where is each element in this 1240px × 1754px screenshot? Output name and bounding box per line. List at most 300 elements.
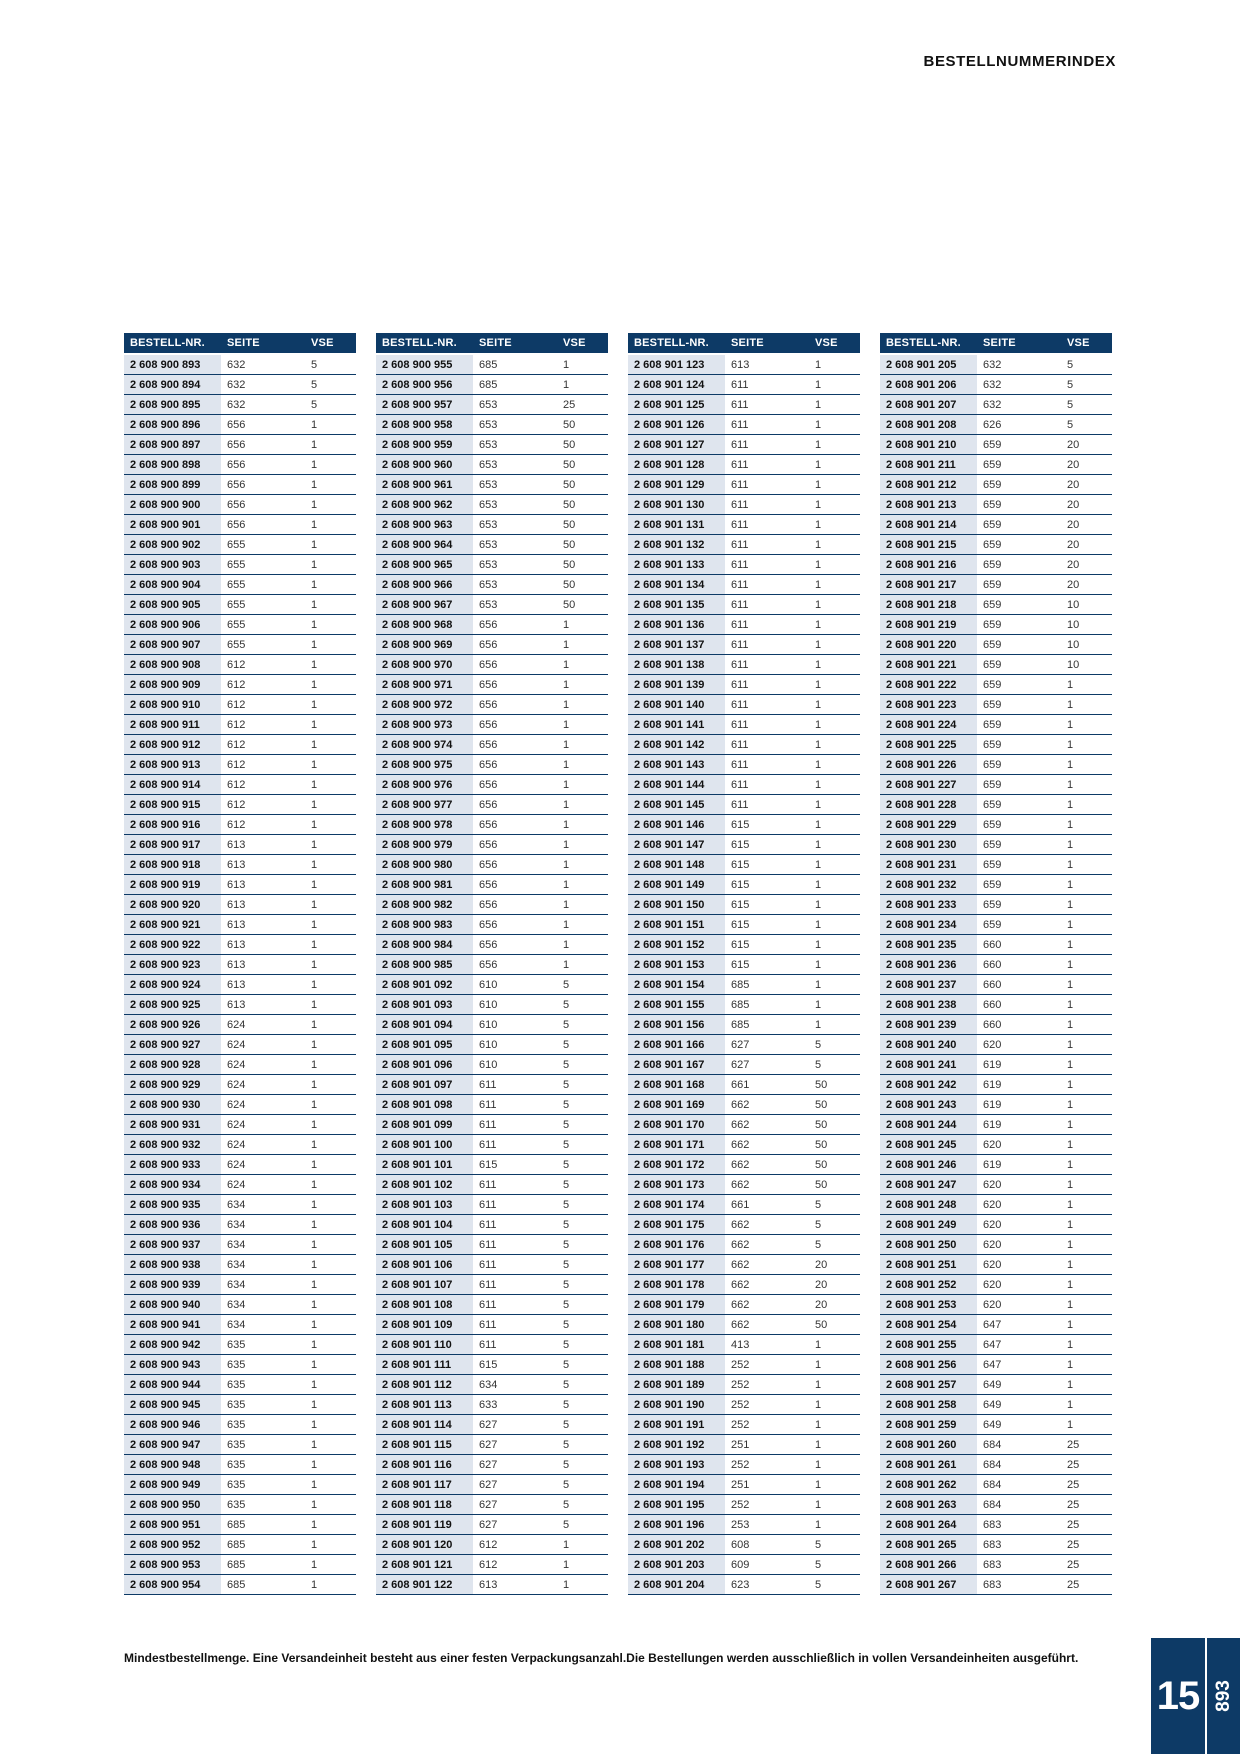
- order-number: 2 608 901 134: [628, 575, 725, 595]
- pack-unit: 5: [557, 1175, 608, 1195]
- page-title: BESTELLNUMMERINDEX: [923, 53, 1116, 70]
- order-number: 2 608 901 100: [376, 1135, 473, 1155]
- table-row: [124, 995, 356, 1015]
- pack-unit: 1: [305, 915, 356, 935]
- table-row: [628, 835, 860, 855]
- order-number: 2 608 901 098: [376, 1095, 473, 1115]
- table-row: [376, 375, 608, 395]
- pack-unit: 1: [305, 715, 356, 735]
- table-row: [376, 1415, 608, 1435]
- pack-unit: 5: [557, 1215, 608, 1235]
- pack-unit: 1: [809, 435, 860, 455]
- order-number: 2 608 900 962: [376, 495, 473, 515]
- order-number: 2 608 900 907: [124, 635, 221, 655]
- table-row: [124, 795, 356, 815]
- pack-unit: 50: [557, 595, 608, 615]
- page-ref: 252: [725, 1415, 809, 1435]
- pack-unit: 50: [557, 515, 608, 535]
- page-ref: 611: [725, 575, 809, 595]
- table-row: [628, 1395, 860, 1415]
- table-row: [880, 835, 1112, 855]
- table-row: [124, 835, 356, 855]
- table-row: [880, 435, 1112, 455]
- order-number: 2 608 901 127: [628, 435, 725, 455]
- order-number: 2 608 901 166: [628, 1035, 725, 1055]
- page-ref: 659: [977, 595, 1061, 615]
- table-row: [880, 875, 1112, 895]
- order-number: 2 608 900 923: [124, 955, 221, 975]
- page-ref: 653: [473, 555, 557, 575]
- pack-unit: 1: [809, 795, 860, 815]
- order-number: 2 608 900 911: [124, 715, 221, 735]
- table-row: [376, 1355, 608, 1375]
- page-ref: 683: [977, 1515, 1061, 1535]
- page-ref: 633: [473, 1395, 557, 1415]
- pack-unit: 1: [1061, 1035, 1112, 1055]
- table-row: [880, 1475, 1112, 1495]
- order-number: 2 608 901 219: [880, 615, 977, 635]
- table-row: [880, 695, 1112, 715]
- order-number: 2 608 900 918: [124, 855, 221, 875]
- table-row: [628, 1315, 860, 1335]
- order-number: 2 608 901 206: [880, 375, 977, 395]
- header-bestell-nr: BESTELL-NR.: [880, 333, 977, 353]
- page-ref: 635: [221, 1395, 305, 1415]
- page-ref: 611: [473, 1335, 557, 1355]
- table-row: [880, 1435, 1112, 1455]
- page-ref: 615: [725, 935, 809, 955]
- pack-unit: 1: [305, 575, 356, 595]
- pack-unit: 1: [305, 1455, 356, 1475]
- order-number: 2 608 901 099: [376, 1115, 473, 1135]
- pack-unit: 1: [305, 435, 356, 455]
- page-ref: 656: [473, 855, 557, 875]
- pack-unit: 25: [1061, 1515, 1112, 1535]
- table-row: [376, 995, 608, 1015]
- pack-unit: 1: [305, 1475, 356, 1495]
- page-ref: 619: [977, 1075, 1061, 1095]
- pack-unit: 20: [1061, 435, 1112, 455]
- page-ref: 659: [977, 795, 1061, 815]
- order-number: 2 608 901 210: [880, 435, 977, 455]
- table-row: [880, 1375, 1112, 1395]
- pack-unit: 5: [557, 1495, 608, 1515]
- page-ref: 659: [977, 775, 1061, 795]
- pack-unit: 1: [305, 1075, 356, 1095]
- page-ref: 613: [221, 835, 305, 855]
- page-ref: 660: [977, 935, 1061, 955]
- table-row: [124, 755, 356, 775]
- page-ref: 611: [725, 455, 809, 475]
- page-ref: 624: [221, 1175, 305, 1195]
- table-row: [628, 1115, 860, 1135]
- order-number: 2 608 901 176: [628, 1235, 725, 1255]
- pack-unit: 1: [1061, 735, 1112, 755]
- table-row: [376, 1455, 608, 1475]
- pack-unit: 1: [1061, 975, 1112, 995]
- order-number: 2 608 901 106: [376, 1255, 473, 1275]
- order-number: 2 608 901 240: [880, 1035, 977, 1055]
- pack-unit: 5: [809, 1535, 860, 1555]
- page-ref: 661: [725, 1195, 809, 1215]
- table-row: [880, 1415, 1112, 1435]
- page-ref: 611: [473, 1195, 557, 1215]
- table-row: [880, 595, 1112, 615]
- table-row: [376, 555, 608, 575]
- table-row: [376, 1035, 608, 1055]
- page-ref: 659: [977, 835, 1061, 855]
- order-number: 2 608 900 924: [124, 975, 221, 995]
- page-ref: 662: [725, 1215, 809, 1235]
- order-number: 2 608 901 239: [880, 1015, 977, 1035]
- pack-unit: 1: [809, 635, 860, 655]
- order-number: 2 608 901 257: [880, 1375, 977, 1395]
- order-number: 2 608 901 119: [376, 1515, 473, 1535]
- order-number: 2 608 900 946: [124, 1415, 221, 1435]
- table-row: [376, 475, 608, 495]
- order-number: 2 608 900 904: [124, 575, 221, 595]
- page-ref: 655: [221, 595, 305, 615]
- table-row: [628, 1515, 860, 1535]
- table-row: [124, 875, 356, 895]
- table-row: [880, 1235, 1112, 1255]
- page-ref: 615: [725, 955, 809, 975]
- page-ref: 647: [977, 1315, 1061, 1335]
- table-row: [628, 1415, 860, 1435]
- table-row: [628, 1235, 860, 1255]
- table-row: [376, 1295, 608, 1315]
- order-number: 2 608 900 933: [124, 1155, 221, 1175]
- table-row: [880, 1095, 1112, 1115]
- table-row: [376, 535, 608, 555]
- order-number: 2 608 901 147: [628, 835, 725, 855]
- table-row: [628, 595, 860, 615]
- page-ref: 611: [473, 1295, 557, 1315]
- index-table: [124, 333, 356, 1595]
- table-row: [376, 1335, 608, 1355]
- pack-unit: 5: [557, 1255, 608, 1275]
- table-row: [124, 735, 356, 755]
- pack-unit: 1: [305, 935, 356, 955]
- table-row: [628, 995, 860, 1015]
- order-number: 2 608 901 125: [628, 395, 725, 415]
- pack-unit: 1: [809, 575, 860, 595]
- table-row: [376, 935, 608, 955]
- pack-unit: 10: [1061, 595, 1112, 615]
- page-ref: 659: [977, 855, 1061, 875]
- page-ref: 653: [473, 515, 557, 535]
- page-ref: 656: [221, 495, 305, 515]
- table-row: [628, 715, 860, 735]
- table-row: [628, 1575, 860, 1595]
- table-row: [376, 1175, 608, 1195]
- order-number: 2 608 900 952: [124, 1535, 221, 1555]
- pack-unit: 1: [1061, 1155, 1112, 1175]
- order-number: 2 608 901 228: [880, 795, 977, 815]
- page-ref: 662: [725, 1135, 809, 1155]
- order-number: 2 608 900 912: [124, 735, 221, 755]
- pack-unit: 1: [809, 735, 860, 755]
- pack-unit: 1: [557, 835, 608, 855]
- table-row: [124, 1255, 356, 1275]
- order-number: 2 608 901 188: [628, 1355, 725, 1375]
- order-number: 2 608 900 922: [124, 935, 221, 955]
- pack-unit: 1: [305, 1515, 356, 1535]
- order-number: 2 608 900 982: [376, 895, 473, 915]
- order-number: 2 608 901 129: [628, 475, 725, 495]
- pack-unit: 5: [557, 1155, 608, 1175]
- pack-unit: 1: [557, 895, 608, 915]
- page-ref: 615: [473, 1155, 557, 1175]
- order-number: 2 608 900 934: [124, 1175, 221, 1195]
- pack-unit: 1: [809, 355, 860, 375]
- page-ref: 627: [473, 1455, 557, 1475]
- page-ref: 252: [725, 1395, 809, 1415]
- page-ref: 653: [473, 455, 557, 475]
- page-ref: 655: [221, 575, 305, 595]
- order-number: 2 608 901 220: [880, 635, 977, 655]
- pack-unit: 1: [305, 675, 356, 695]
- table-row: [880, 675, 1112, 695]
- page-ref: 649: [977, 1415, 1061, 1435]
- table-row: [124, 1495, 356, 1515]
- order-number: 2 608 901 208: [880, 415, 977, 435]
- order-number: 2 608 900 910: [124, 695, 221, 715]
- order-number: 2 608 900 929: [124, 1075, 221, 1095]
- pack-unit: 1: [809, 915, 860, 935]
- table-row: [628, 1175, 860, 1195]
- pack-unit: 1: [305, 815, 356, 835]
- header-seite: SEITE: [725, 333, 809, 353]
- pack-unit: 5: [557, 1355, 608, 1375]
- order-number: 2 608 901 265: [880, 1535, 977, 1555]
- pack-unit: 1: [809, 455, 860, 475]
- pack-unit: 1: [809, 1335, 860, 1355]
- page-ref: 656: [221, 415, 305, 435]
- page-ref: 656: [473, 915, 557, 935]
- chapter-tab: [1151, 1638, 1205, 1754]
- order-number: 2 608 901 171: [628, 1135, 725, 1155]
- pack-unit: 1: [809, 1415, 860, 1435]
- order-number: 2 608 901 192: [628, 1435, 725, 1455]
- page-ref: 613: [221, 915, 305, 935]
- order-number: 2 608 900 900: [124, 495, 221, 515]
- order-number: 2 608 900 956: [376, 375, 473, 395]
- table-row: [124, 975, 356, 995]
- order-number: 2 608 901 266: [880, 1555, 977, 1575]
- table-row: [628, 1135, 860, 1155]
- pack-unit: 1: [557, 615, 608, 635]
- page-ref: 611: [473, 1275, 557, 1295]
- order-number: 2 608 900 901: [124, 515, 221, 535]
- pack-unit: 1: [305, 1195, 356, 1215]
- pack-unit: 1: [305, 1255, 356, 1275]
- table-row: [628, 1055, 860, 1075]
- page-ref: 649: [977, 1375, 1061, 1395]
- page-ref: 252: [725, 1375, 809, 1395]
- order-number: 2 608 901 259: [880, 1415, 977, 1435]
- pack-unit: 5: [557, 1515, 608, 1535]
- order-number: 2 608 901 263: [880, 1495, 977, 1515]
- order-number: 2 608 900 943: [124, 1355, 221, 1375]
- page-ref: 610: [473, 1055, 557, 1075]
- table-row: [124, 555, 356, 575]
- page-ref: 613: [221, 935, 305, 955]
- order-number: 2 608 900 897: [124, 435, 221, 455]
- pack-unit: 1: [557, 1575, 608, 1595]
- order-number: 2 608 900 917: [124, 835, 221, 855]
- page-ref: 611: [725, 595, 809, 615]
- pack-unit: 1: [1061, 695, 1112, 715]
- table-row: [376, 1135, 608, 1155]
- order-number: 2 608 901 245: [880, 1135, 977, 1155]
- order-number: 2 608 901 143: [628, 755, 725, 775]
- page-ref: 611: [473, 1215, 557, 1235]
- page-ref: 635: [221, 1495, 305, 1515]
- pack-unit: 1: [305, 875, 356, 895]
- pack-unit: 1: [305, 975, 356, 995]
- pack-unit: 1: [809, 1395, 860, 1415]
- table-row: [628, 355, 860, 375]
- table-row: [880, 1115, 1112, 1135]
- table-row: [880, 775, 1112, 795]
- table-row: [880, 1395, 1112, 1415]
- order-number: 2 608 901 144: [628, 775, 725, 795]
- order-number: 2 608 901 226: [880, 755, 977, 775]
- pack-unit: 1: [305, 1275, 356, 1295]
- page-ref: 611: [725, 395, 809, 415]
- page-ref: 659: [977, 475, 1061, 495]
- order-number: 2 608 900 948: [124, 1455, 221, 1475]
- pack-unit: 5: [809, 1055, 860, 1075]
- order-number: 2 608 900 899: [124, 475, 221, 495]
- order-number: 2 608 901 107: [376, 1275, 473, 1295]
- page-ref: 659: [977, 655, 1061, 675]
- table-row: [376, 1235, 608, 1255]
- pack-unit: 1: [809, 535, 860, 555]
- page-ref: 656: [473, 815, 557, 835]
- order-number: 2 608 901 181: [628, 1335, 725, 1355]
- order-number: 2 608 901 214: [880, 515, 977, 535]
- pack-unit: 1: [809, 1355, 860, 1375]
- pack-unit: 1: [809, 1495, 860, 1515]
- table-row: [124, 1455, 356, 1475]
- order-number: 2 608 900 951: [124, 1515, 221, 1535]
- pack-unit: 1: [809, 995, 860, 1015]
- order-number: 2 608 901 204: [628, 1575, 725, 1595]
- table-row: [376, 355, 608, 375]
- pack-unit: 5: [1061, 355, 1112, 375]
- pack-unit: 5: [557, 1055, 608, 1075]
- table-row: [628, 895, 860, 915]
- order-number: 2 608 901 112: [376, 1375, 473, 1395]
- order-number: 2 608 901 225: [880, 735, 977, 755]
- order-number: 2 608 901 262: [880, 1475, 977, 1495]
- pack-unit: 1: [809, 1475, 860, 1495]
- table-row: [880, 455, 1112, 475]
- table-row: [628, 1475, 860, 1495]
- order-number: 2 608 901 154: [628, 975, 725, 995]
- order-number: 2 608 900 965: [376, 555, 473, 575]
- order-number: 2 608 900 957: [376, 395, 473, 415]
- pack-unit: 1: [1061, 1015, 1112, 1035]
- table-row: [124, 1075, 356, 1095]
- table-row: [376, 1315, 608, 1335]
- order-number: 2 608 901 123: [628, 355, 725, 375]
- pack-unit: 1: [809, 975, 860, 995]
- order-number: 2 608 900 903: [124, 555, 221, 575]
- pack-unit: 1: [1061, 795, 1112, 815]
- order-number: 2 608 900 932: [124, 1135, 221, 1155]
- table-row: [628, 1295, 860, 1315]
- page-ref: 647: [977, 1335, 1061, 1355]
- order-number: 2 608 901 140: [628, 695, 725, 715]
- page-ref: 634: [221, 1215, 305, 1235]
- page-ref: 660: [977, 955, 1061, 975]
- table-row: [880, 1335, 1112, 1355]
- table-row: [124, 855, 356, 875]
- table-row: [124, 435, 356, 455]
- page-ref: 656: [473, 615, 557, 635]
- page-ref: 662: [725, 1095, 809, 1115]
- pack-unit: 5: [809, 1215, 860, 1235]
- order-number: 2 608 901 232: [880, 875, 977, 895]
- table-row: [628, 495, 860, 515]
- order-number: 2 608 901 155: [628, 995, 725, 1015]
- pack-unit: 1: [305, 795, 356, 815]
- page-ref: 413: [725, 1335, 809, 1355]
- table-row: [628, 1215, 860, 1235]
- table-row: [124, 675, 356, 695]
- order-number: 2 608 901 172: [628, 1155, 725, 1175]
- pack-unit: 25: [1061, 1535, 1112, 1555]
- pack-unit: 5: [1061, 415, 1112, 435]
- footer-note: Mindestbestellmenge. Eine Versandeinheit besteht aus einer festen Verpackungsanzahl.Die Bestellungen werden ausschließlich in vollen Versandeinheiten ausgeführt.: [124, 1651, 1079, 1665]
- page-ref: 684: [977, 1475, 1061, 1495]
- pack-unit: 50: [809, 1315, 860, 1335]
- table-row: [628, 915, 860, 935]
- table-row: [628, 675, 860, 695]
- table-row: [376, 395, 608, 415]
- page-ref: 612: [221, 755, 305, 775]
- order-number: 2 608 900 976: [376, 775, 473, 795]
- pack-unit: 5: [557, 1015, 608, 1035]
- page-ref: 655: [221, 635, 305, 655]
- page-ref: 653: [473, 595, 557, 615]
- pack-unit: 10: [1061, 655, 1112, 675]
- pack-unit: 1: [809, 475, 860, 495]
- order-number: 2 608 901 148: [628, 855, 725, 875]
- table-row: [628, 1255, 860, 1275]
- order-number: 2 608 901 126: [628, 415, 725, 435]
- page-ref: 612: [221, 675, 305, 695]
- page-ref: 611: [473, 1095, 557, 1115]
- page-ref: 253: [725, 1515, 809, 1535]
- page-ref: 624: [221, 1115, 305, 1135]
- order-number: 2 608 901 247: [880, 1175, 977, 1195]
- page-ref: 611: [725, 795, 809, 815]
- page-ref: 683: [977, 1555, 1061, 1575]
- page-ref: 609: [725, 1555, 809, 1575]
- page-ref: 659: [977, 815, 1061, 835]
- order-number: 2 608 901 153: [628, 955, 725, 975]
- table-row: [124, 575, 356, 595]
- page-ref: 610: [473, 975, 557, 995]
- pack-unit: 1: [305, 955, 356, 975]
- table-row: [124, 1355, 356, 1375]
- order-number: 2 608 901 216: [880, 555, 977, 575]
- pack-unit: 1: [305, 1135, 356, 1155]
